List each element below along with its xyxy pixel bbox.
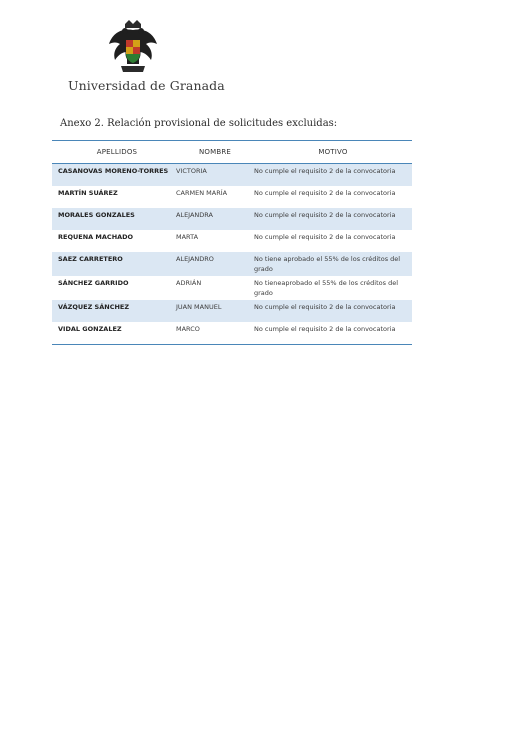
table-row <box>52 230 412 252</box>
name-cell: MARCO <box>176 325 200 333</box>
reason-cell: No cumple el requisito 2 de la convocatoria <box>254 303 396 311</box>
table-row <box>52 300 412 322</box>
table-row <box>52 208 412 230</box>
reason-cell: No cumple el requisito 2 de la convocatoria <box>254 325 396 333</box>
reason-cell: No cumple el requisito 2 de la convocatoria <box>254 233 396 241</box>
reason-cell: No cumple el requisito 2 de la convocatoria <box>254 189 396 197</box>
name-cell: MARTA <box>176 233 199 241</box>
table-header-row <box>52 141 412 164</box>
name-cell: ALEJANDRO <box>176 255 214 263</box>
name-cell: CARMEN MARÍA <box>176 189 228 197</box>
surname-cell: VÁZQUEZ SÁNCHEZ <box>58 303 130 311</box>
name-cell: VICTORIA <box>176 167 207 175</box>
column-header-name: NOMBRE <box>198 148 232 156</box>
name-cell: JUAN MANUEL <box>176 303 222 311</box>
surname-cell: MORALES GONZALES <box>58 211 135 219</box>
column-header-reason: MOTIVO <box>318 148 348 156</box>
reason-cell: No cumple el requisito 2 de la convocatoria <box>254 167 396 175</box>
reason-cell: No tiene aprobado el 55% de los créditos del grado <box>254 255 401 273</box>
annex-title: Anexo 2. Relación provisional de solicitudes excluidas: <box>60 118 338 129</box>
surname-cell: VIDAL GONZALEZ <box>58 325 122 333</box>
reason-cell: No cumple el requisito 2 de la convocatoria <box>254 211 396 219</box>
university-name: Universidad de Granada <box>68 78 225 93</box>
surname-cell: CASANOVAS MORENO-TORRES <box>58 167 169 175</box>
university-seal-icon <box>103 18 163 78</box>
table-row <box>52 276 412 300</box>
table-row <box>52 164 412 186</box>
table-row <box>52 186 412 208</box>
surname-cell: SÁNCHEZ GARRIDO <box>58 279 129 287</box>
table-row <box>52 252 412 276</box>
surname-cell: REQUENA MACHADO <box>58 233 134 241</box>
surname-cell: SAEZ CARRETERO <box>58 255 123 263</box>
name-cell: ADRIÁN <box>176 279 202 287</box>
table-row <box>52 322 412 344</box>
name-cell: ALEJANDRA <box>176 211 213 219</box>
column-header-surnames: APELLIDOS <box>96 148 138 156</box>
reason-cell: No tieneaprobado el 55% de los créditos del grado <box>254 279 399 297</box>
surname-cell: MARTÍN SUÁREZ <box>58 189 118 197</box>
excluded-applications-table <box>52 140 412 345</box>
